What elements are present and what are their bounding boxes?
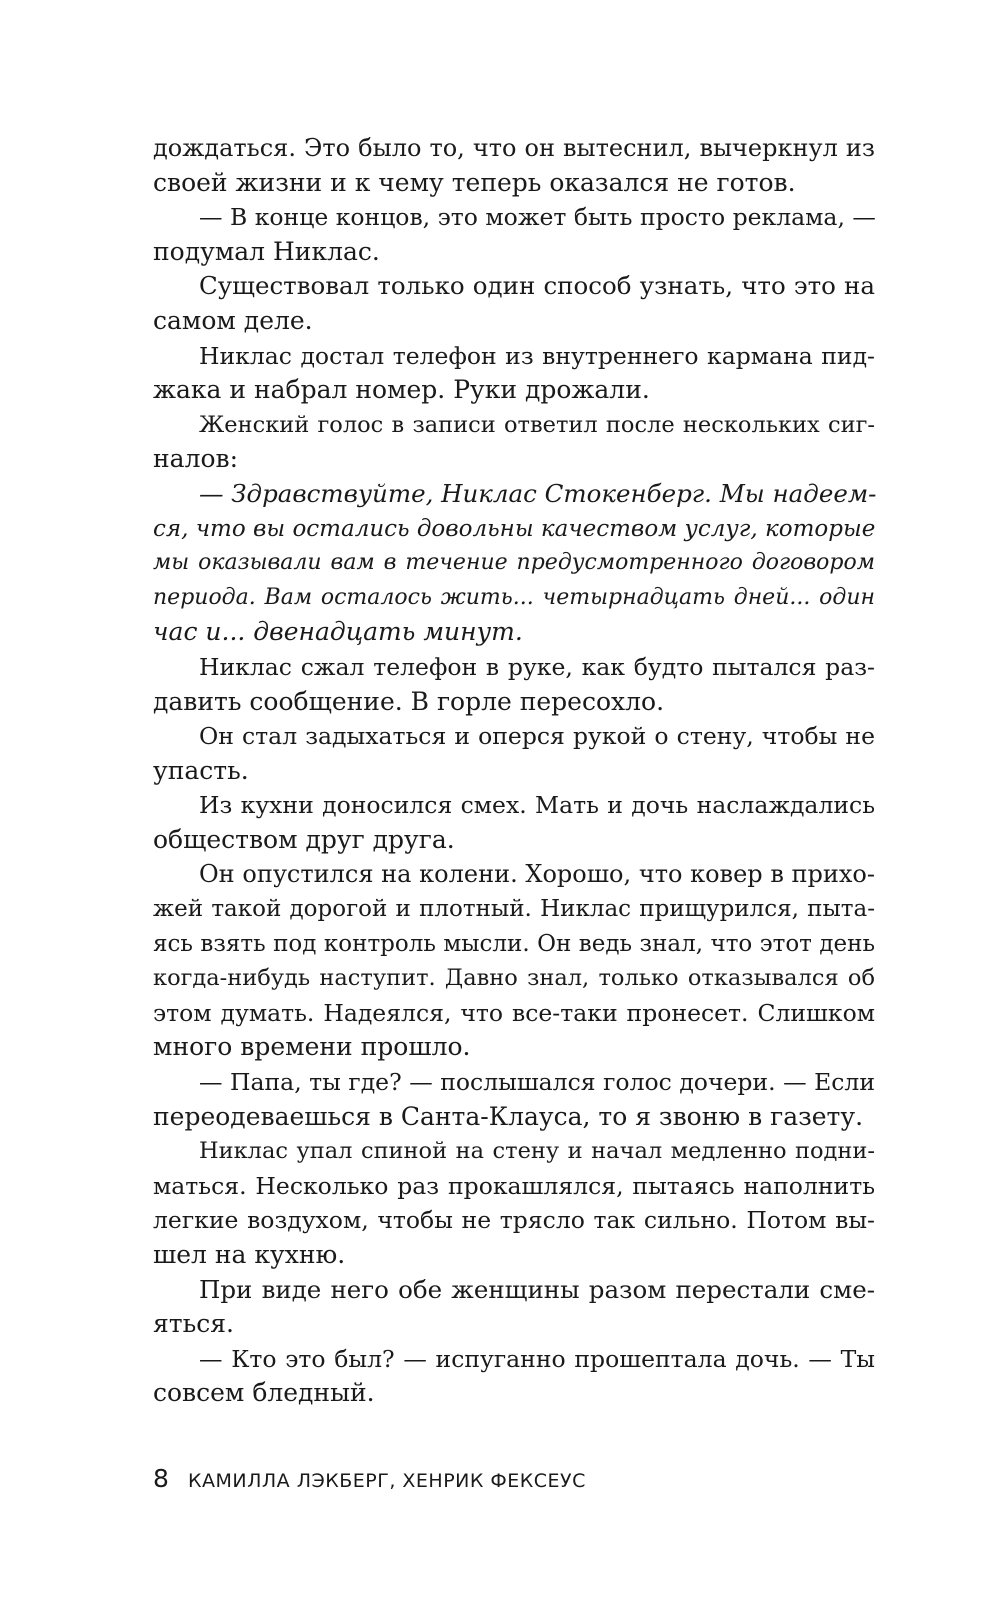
text-line: — В конце концов, это может быть просто реклама, — <box>199 203 876 232</box>
page-footer <box>153 1464 586 1493</box>
text-line: совсем бледный. <box>153 1378 375 1408</box>
text-line: шел на кухню. <box>153 1240 346 1269</box>
text-line: переодеваешься в Санта-Клауса, то я звоню в газету. <box>153 1101 864 1131</box>
text-line: Женский голос в записи ответил после нескольких сиг- <box>199 411 875 438</box>
text-line: этом думать. Надеялся, что все-таки пронесет. Слишком <box>153 998 875 1027</box>
text-line: самом деле. <box>153 305 313 335</box>
text-line: легкие воздухом, чтобы не трясло так сильно. Потом вы- <box>153 1206 875 1235</box>
text-line: Существовал только один способ узнать, что это на <box>199 271 875 301</box>
text-line: упасть. <box>153 755 249 785</box>
text-line: При виде него обе женщины разом перестали сме- <box>199 1274 875 1304</box>
text-line: Никлас сжал телефон в руке, как будто пытался раз- <box>199 652 875 681</box>
text-line: жака и набрал номер. Руки дрожали. <box>153 375 650 405</box>
text-line: — Кто это был? — испуганно прошептала дочь. — Ты <box>199 1344 875 1373</box>
text-line: много времени прошло. <box>153 1032 471 1062</box>
text-line-italic: мы оказывали вам в течение предусмотренного договором <box>153 550 875 576</box>
text-line-italic: час и... двенадцать минут. <box>153 617 523 647</box>
text-line: яться. <box>153 1309 234 1339</box>
text-line: Он стал задыхаться и оперся рукой о стену, чтобы не <box>199 722 875 751</box>
text-line: маться. Несколько раз прокашлялся, пытаясь наполнить <box>153 1171 875 1200</box>
page-number: 8 <box>153 1464 169 1493</box>
text-line: — Папа, ты где? — послышался голос дочери. — Если <box>199 1068 875 1097</box>
text-line-italic: периода. Вам осталось жить... четырнадцать дней... один <box>153 584 875 610</box>
text-line: жей такой дорогой и плотный. Никлас прищурился, пыта- <box>153 896 875 923</box>
text-line-italic: ся, что вы остались довольны качеством услуг, которые <box>153 515 876 542</box>
text-line: своей жизни и к чему теперь оказался не готов. <box>153 167 796 197</box>
text-line: обществом друг друга. <box>153 824 455 854</box>
text-line: дождаться. Это было то, что он вытеснил, вычеркнул из <box>153 134 875 162</box>
text-line: давить сообщение. В горле пересохло. <box>153 686 665 716</box>
text-line: ясь взять под контроль мысли. Он ведь знал, что этот день <box>153 930 875 957</box>
text-line-italic: — Здравствуйте, Никлас Стокенберг. Мы надеем- <box>199 478 877 508</box>
text-line: когда-нибудь наступит. Давно знал, только отказывался об <box>153 965 875 992</box>
text-line: налов: <box>153 444 238 474</box>
text-line: Никлас упал спиной на стену и начал медленно подни- <box>199 1138 875 1165</box>
running-head: КАМИЛЛА ЛЭКБЕРГ, ХЕНРИК ФЕКСЕУС <box>188 1470 586 1492</box>
text-line: Из кухни доносился смех. Мать и дочь наслаждались <box>199 791 875 820</box>
text-line: Никлас достал телефон из внутреннего кармана пид- <box>199 341 875 370</box>
text-line: Он опустился на колени. Хорошо, что ковер в прихо- <box>199 860 875 889</box>
body-text <box>153 131 875 1411</box>
text-line: подумал Никлас. <box>153 236 380 266</box>
